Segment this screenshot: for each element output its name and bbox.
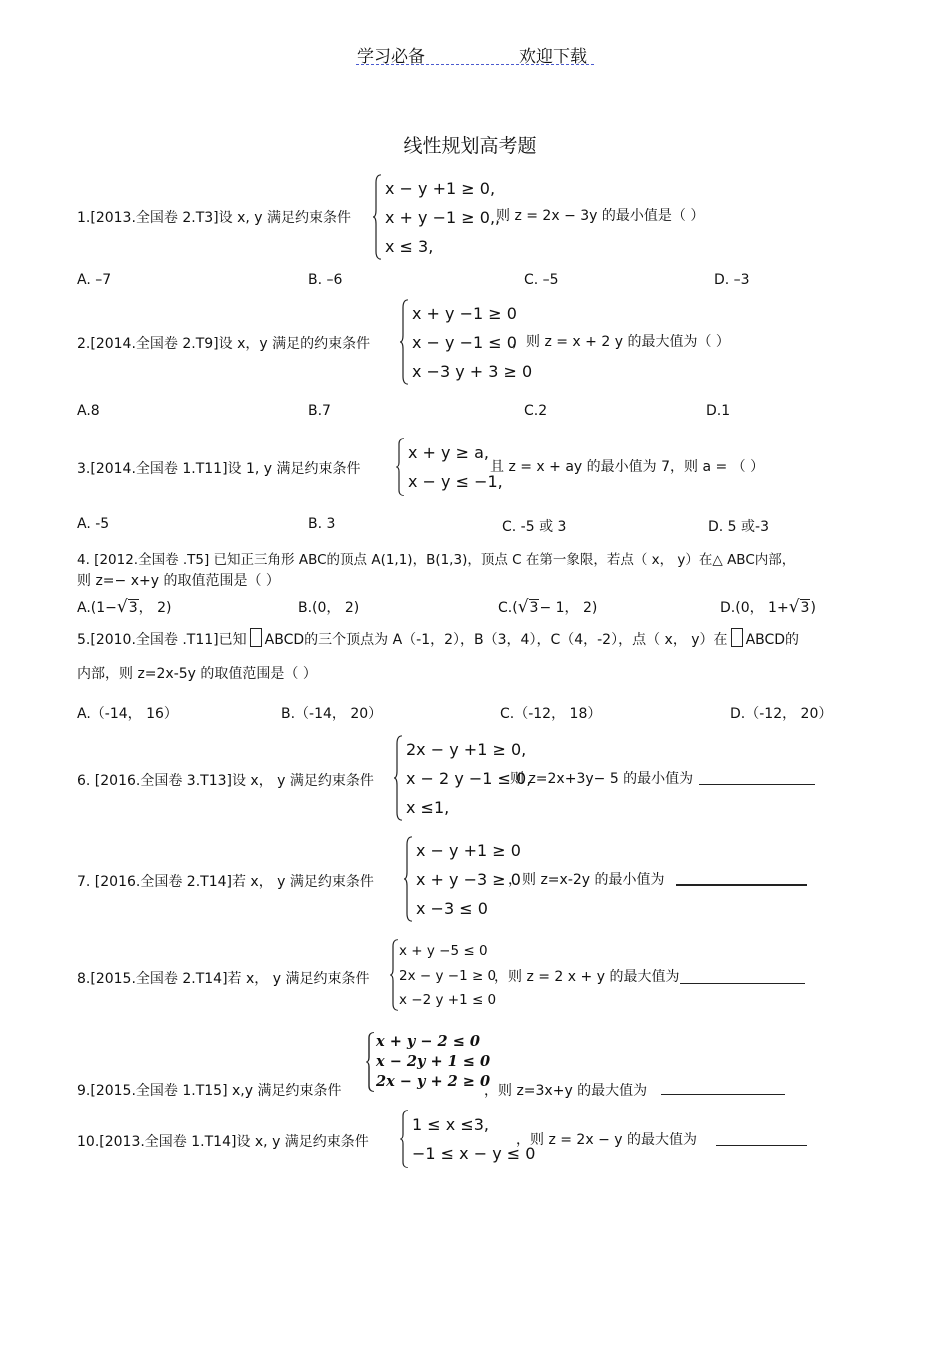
sqrt-icon: √3 xyxy=(788,597,810,617)
q4-option-d-suffix: ) xyxy=(810,600,816,616)
q8-constraint-2: 2x − y −1 ≥ 0 xyxy=(399,967,497,984)
q4-option-c-prefix: C.( xyxy=(498,600,518,616)
q2-option-c: C.2 xyxy=(524,403,548,419)
q3-stem: 3.[2014.全国卷 1.T11]设 1, y 满足约束条件 xyxy=(77,461,361,477)
header-left: 学习必备 xyxy=(357,47,425,67)
q4-option-b: B.(0， 2) xyxy=(298,600,360,616)
q9-answer-blank[interactable] xyxy=(661,1094,785,1095)
q1-tail: 则 z = 2x − 3y 的最小值是（ ） xyxy=(496,208,705,224)
page-title: 线性规划高考题 xyxy=(403,135,537,157)
q3-option-c: C. -5 或 3 xyxy=(502,519,567,535)
brace-icon xyxy=(400,1110,409,1168)
q1-constraint-3: x ≤ 3, xyxy=(385,237,434,256)
q4-option-c xyxy=(498,597,597,617)
q6-constraint-1: 2x − y +1 ≥ 0, xyxy=(406,740,527,759)
q2-option-b: B.7 xyxy=(308,403,331,419)
q4-option-d-prefix: D.(0， 1+ xyxy=(720,600,789,616)
q1-constraint-2: x + y −1 ≥ 0,, xyxy=(385,208,501,227)
q5-line-1-start: 5.[2010.全国卷 .T11]已知 xyxy=(77,632,247,648)
q1-stem: 1.[2013.全国卷 2.T3]设 x, y 满足约束条件 xyxy=(77,210,351,226)
q9-constraint-2: x − 2y + 1 ≤ 0 xyxy=(376,1053,491,1070)
q2-stem: 2.[2014.全国卷 2.T9]设 x，y 满足的约束条件 xyxy=(77,336,371,352)
q5-line-1-middle: ABCD的三个顶点为 A（-1，2），B（3，4），C（4，-2），点（ x， y）在 xyxy=(264,632,728,648)
brace-icon xyxy=(396,438,405,496)
q10-constraint-1: 1 ≤ x ≤3, xyxy=(412,1115,489,1134)
sqrt-icon: √3 xyxy=(116,597,138,617)
q7-stem: 7. [2016.全国卷 2.T14]若 x， y 满足约束条件 xyxy=(77,874,374,890)
q7-constraint-3: x −3 ≤ 0 xyxy=(416,899,488,918)
q6-answer-blank[interactable] xyxy=(699,784,815,785)
brace-icon xyxy=(404,836,413,922)
q8-constraint-3: x −2 y +1 ≤ 0 xyxy=(399,992,497,1008)
brace-icon xyxy=(390,939,399,1011)
q5-option-c: C.（-12， 18） xyxy=(500,706,602,722)
q5-line-1-end: ABCD的 xyxy=(745,632,800,648)
q5-option-a: A.（-14， 16） xyxy=(77,706,178,722)
q2-option-d: D.1 xyxy=(706,403,731,419)
q6-stem: 6. [2016.全国卷 3.T13]设 x， y 满足约束条件 xyxy=(77,773,374,789)
brace-icon xyxy=(373,174,382,260)
q4-option-a xyxy=(77,597,171,617)
q2-tail: ，则 z = x + 2 y 的最大值为（ ） xyxy=(512,334,730,350)
q4-option-a-prefix: A.(1− xyxy=(77,600,117,616)
q10-constraint-2: −1 ≤ x − y ≤ 0 xyxy=(412,1144,536,1163)
q8-constraint-1: x + y −5 ≤ 0 xyxy=(399,943,488,959)
q7-constraint-1: x − y +1 ≥ 0 xyxy=(416,841,521,860)
brace-icon xyxy=(400,299,409,385)
q5-option-d: D.（-12， 20） xyxy=(730,706,833,722)
q7-tail: ，则 z=x-2y 的最小值为 xyxy=(508,872,665,888)
q1-constraints xyxy=(373,174,500,260)
q3-option-d: D. 5 或-3 xyxy=(708,519,769,535)
q10-tail: ，则 z = 2x − y 的最大值为 xyxy=(516,1132,697,1148)
q5-line-2: 内部，则 z=2x-5y 的取值范围是（ ） xyxy=(77,666,317,682)
header-divider xyxy=(356,64,594,65)
q9-stem: 9.[2015.全国卷 1.T15] x,y 满足约束条件 xyxy=(77,1083,342,1099)
q3-constraint-1: x + y ≥ a, xyxy=(408,443,489,462)
q6-constraint-2: x − 2 y −1 ≤ 0, xyxy=(406,769,532,788)
q1-option-d: D. –3 xyxy=(714,272,750,288)
q10-stem: 10.[2013.全国卷 1.T14]设 x, y 满足约束条件 xyxy=(77,1134,369,1150)
q9-constraints xyxy=(366,1032,490,1092)
parallelogram-icon xyxy=(250,628,262,647)
q10-answer-blank[interactable] xyxy=(716,1145,807,1146)
q3-option-a: A. -5 xyxy=(77,516,110,532)
q9-constraint-3: 2x − y + 2 ≥ 0 xyxy=(376,1073,491,1090)
q2-option-a: A.8 xyxy=(77,403,100,419)
q5-line-1 xyxy=(77,628,799,649)
q2-constraint-3: x −3 y + 3 ≥ 0 xyxy=(412,362,533,381)
q4-option-c-suffix: − 1， 2) xyxy=(539,600,598,616)
q3-constraints xyxy=(396,438,503,496)
q4-option-a-radicand: 3 xyxy=(128,600,138,616)
q4-option-c-radicand: 3 xyxy=(529,600,539,616)
sqrt-icon: √3 xyxy=(517,597,539,617)
q6-tail: 则 z=2x+3y− 5 的最小值为 xyxy=(510,771,694,787)
q4-option-a-suffix: ， 2) xyxy=(138,600,172,616)
q1-option-c: C. –5 xyxy=(524,272,559,288)
q8-answer-blank[interactable] xyxy=(680,983,805,984)
q9-tail: ，则 z=3x+y 的最大值为 xyxy=(484,1083,648,1099)
q5-option-b: B.（-14， 20） xyxy=(281,706,383,722)
brace-icon xyxy=(394,735,403,821)
q4-line-1: 4. [2012.全国卷 .T5] 已知正三角形 ABC的顶点 A(1,1)，B(1,3)，顶点 C 在第一象限，若点（ x， y）在△ ABC内部， xyxy=(77,552,796,568)
q3-tail: 且 z = x + ay 的最小值为 7，则 a = （ ） xyxy=(490,459,765,475)
q7-constraints xyxy=(404,836,521,922)
q2-constraint-1: x + y −1 ≥ 0 xyxy=(412,304,517,323)
parallelogram-icon xyxy=(731,628,743,647)
q8-tail: ，则 z = 2 x + y 的最大值为 xyxy=(494,969,680,985)
q3-constraint-2: x − y ≤ −1, xyxy=(408,472,503,491)
q4-line-2: 则 z=− x+y 的取值范围是（ ） xyxy=(77,573,280,589)
q6-constraint-3: x ≤1, xyxy=(406,798,450,817)
brace-icon xyxy=(366,1032,375,1092)
q9-constraint-1: x + y − 2 ≤ 0 xyxy=(376,1033,480,1050)
q3-option-b: B. 3 xyxy=(308,516,336,532)
q7-answer-blank[interactable] xyxy=(676,884,807,886)
q1-option-a: A. –7 xyxy=(77,272,112,288)
q2-constraint-2: x − y −1 ≤ 0 xyxy=(412,333,517,352)
q4-option-d-radicand: 3 xyxy=(800,600,810,616)
q4-option-d xyxy=(720,597,816,617)
q7-constraint-2: x + y −3 ≥ 0 xyxy=(416,870,521,889)
q1-option-b: B. –6 xyxy=(308,272,343,288)
q8-constraints xyxy=(390,939,496,1011)
q8-stem: 8.[2015.全国卷 2.T14]若 x， y 满足约束条件 xyxy=(77,971,370,987)
q1-constraint-1: x − y +1 ≥ 0, xyxy=(385,179,496,198)
header-right: 欢迎下载 xyxy=(519,47,587,67)
